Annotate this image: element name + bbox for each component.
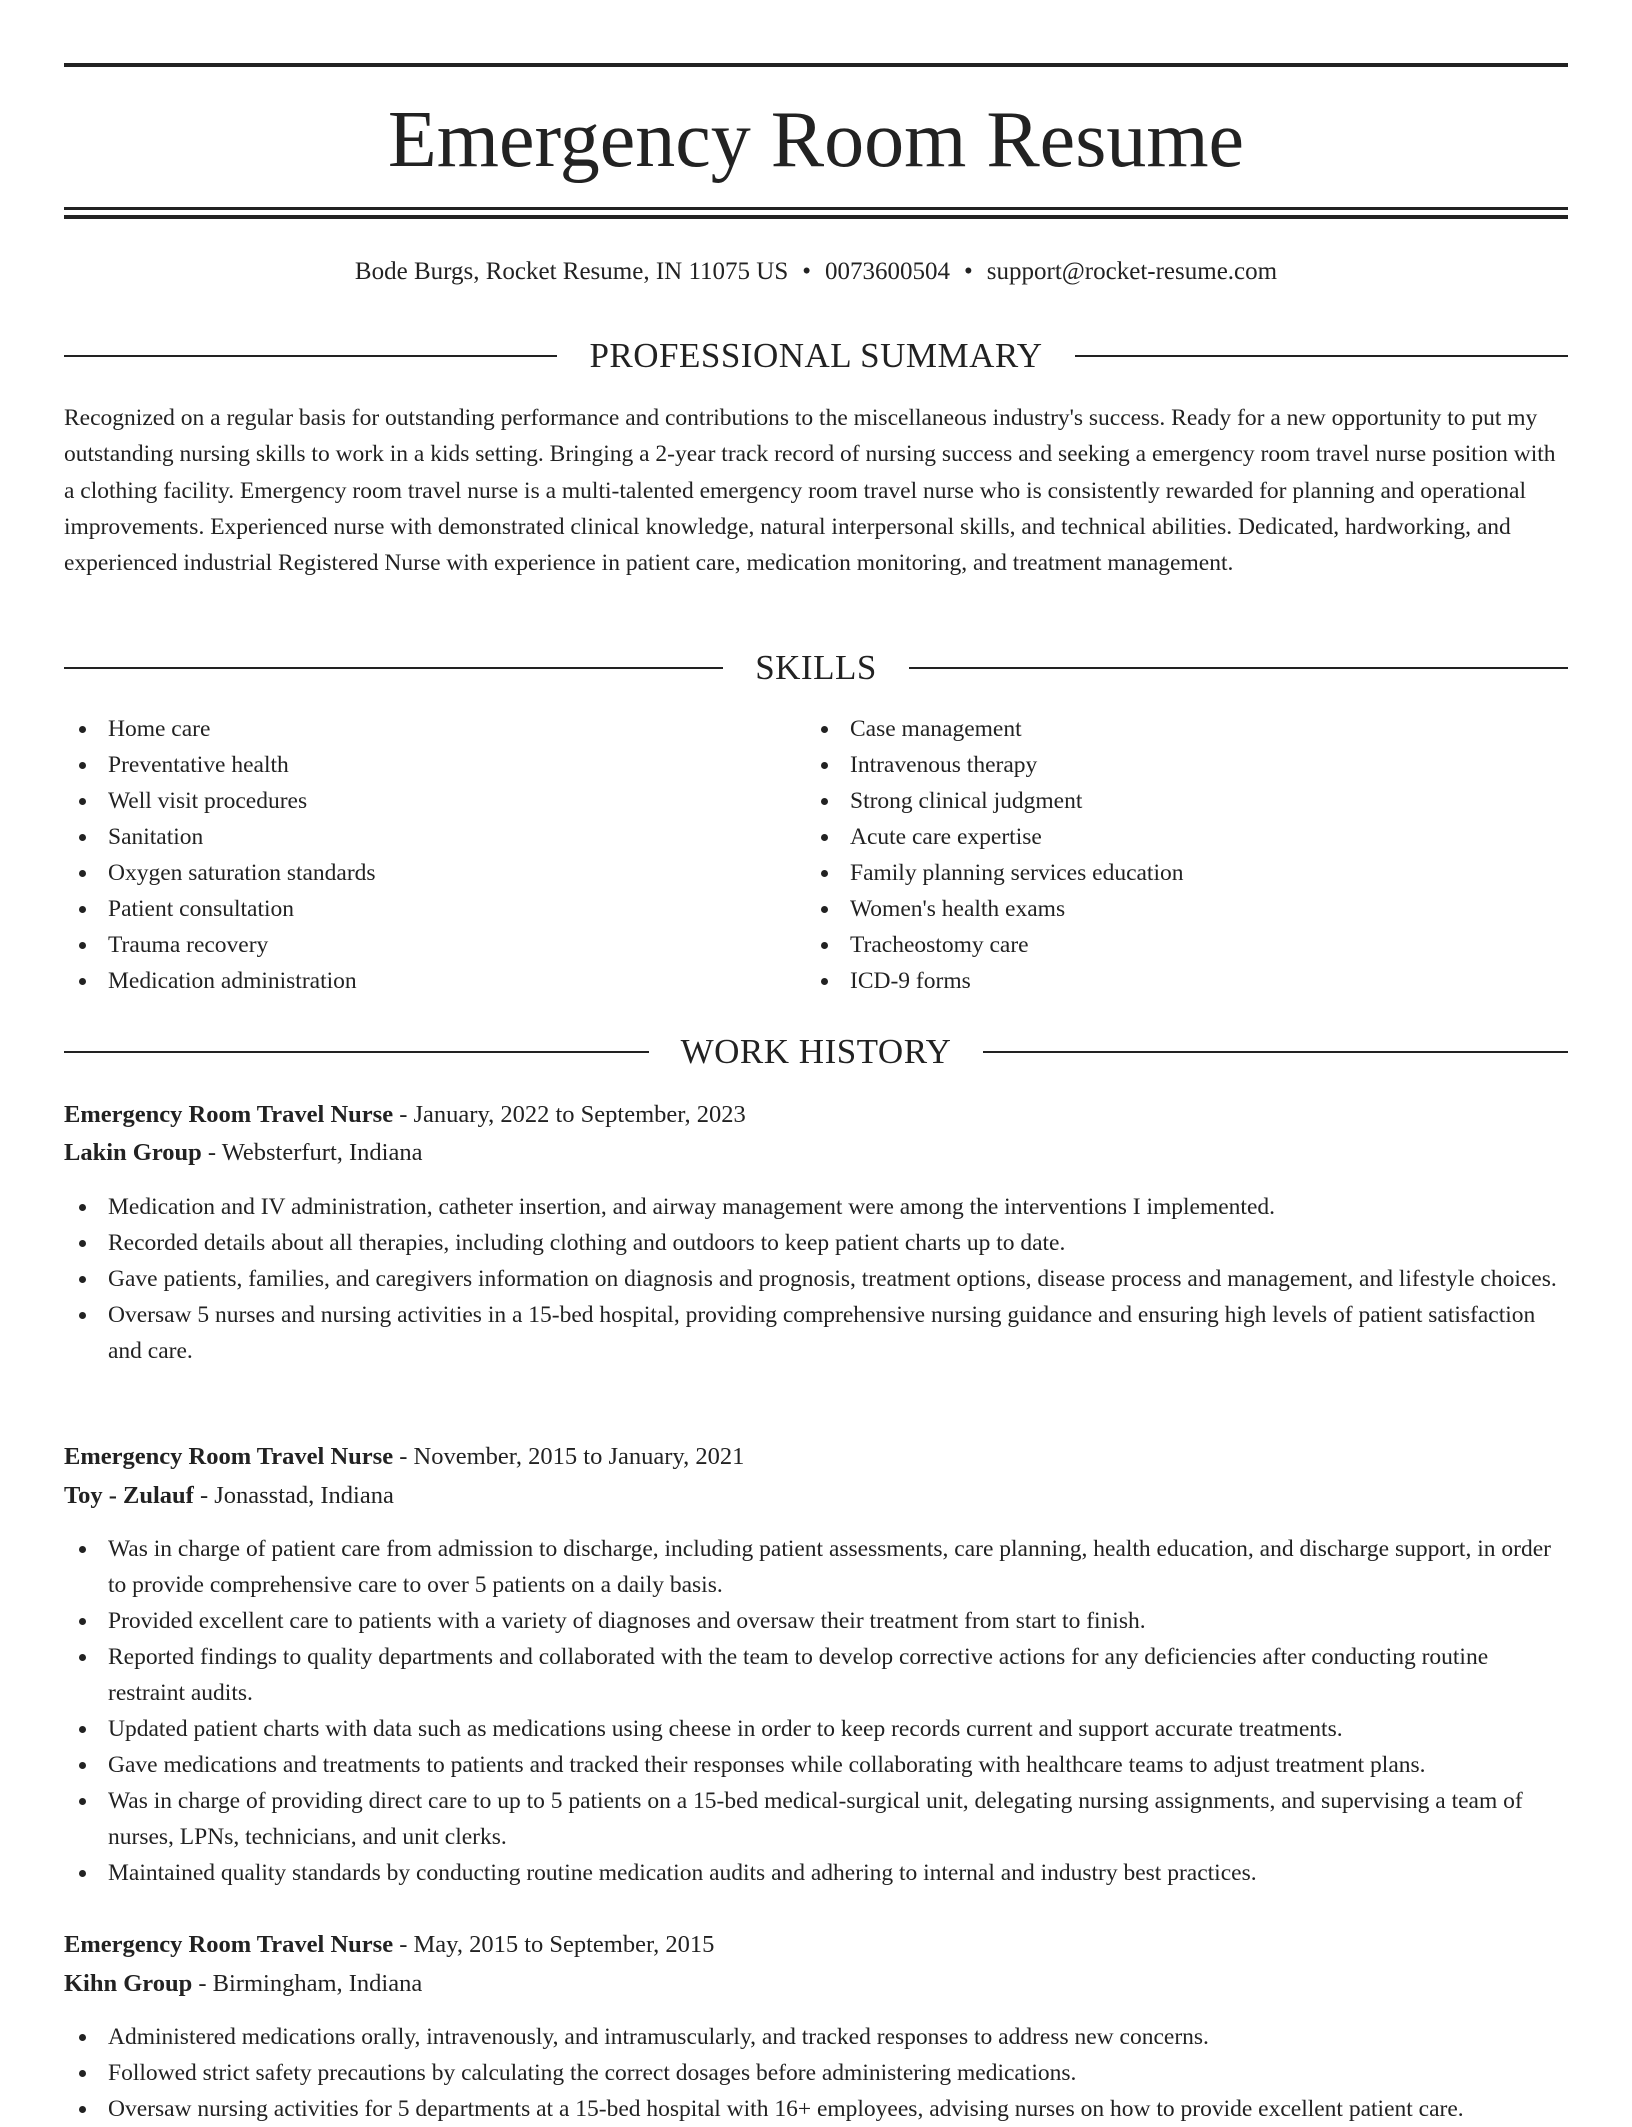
heading-rule-right <box>909 667 1568 669</box>
summary-heading-label: PROFESSIONAL SUMMARY <box>589 336 1043 375</box>
list-item: Tracheostomy care <box>806 927 1546 963</box>
job-company-line <box>64 1134 1568 1172</box>
job-company: Kihn Group <box>64 1970 193 1997</box>
list-item: Followed strict safety precautions by calculating the correct dosages before administering medications. <box>64 2055 1568 2091</box>
list-item: Sanitation <box>64 819 804 855</box>
job-company-line <box>64 1965 1568 2003</box>
list-item: Provided excellent care to patients with a variety of diagnoses and oversaw their treatment from start to finish. <box>64 1603 1568 1639</box>
list-item: Strong clinical judgment <box>806 783 1546 819</box>
list-item: Medication administration <box>64 963 804 999</box>
list-item: Gave medications and treatments to patients and tracked their responses while collaborating with healthcare teams to adjust treatment plans. <box>64 1747 1568 1783</box>
contact-separator: • <box>964 258 973 285</box>
contact-line <box>64 254 1568 290</box>
job-title-line <box>64 1926 1568 1964</box>
list-item: Oxygen saturation standards <box>64 855 804 891</box>
job-company: Toy - Zulauf <box>64 1482 194 1509</box>
job-bullets <box>64 1531 1568 1891</box>
resume-title: Emergency Room Resume <box>387 96 1245 184</box>
list-item: Gave patients, families, and caregivers information on diagnosis and prognosis, treatment options, disease process and management, and lifestyle choices. <box>64 1261 1568 1297</box>
job-company-line <box>64 1477 1568 1515</box>
list-item: Preventative health <box>64 747 804 783</box>
job-role: Emergency Room Travel Nurse <box>64 1101 394 1128</box>
summary-text: Recognized on a regular basis for outstanding performance and contributions to the miscellaneous industry's success. Ready for a new opportunity to put my outstanding nursing skills to work in a kids setting. Bringing a 2-year track record of nursing success and seeking a emergency room travel nurse position with a clothing facility. Emergency room travel nurse is a multi-talented emergency room travel nurse who is consistently rewarded for planning and operational improvements. Experienced nurse with demonstrated clinical knowledge, natural interpersonal skills, and technical abilities. Dedicated, hardworking, and experienced industrial Registered Nurse with experience in patient care, medication monitoring, and treatment management. <box>64 405 1556 577</box>
list-item: Case management <box>806 711 1546 747</box>
heading-rule-right <box>983 1051 1568 1053</box>
list-item: Was in charge of providing direct care to up to 5 patients on a 15-bed medical-surgical unit, delegating nursing assignments, and supervising a team of nurses, LPNs, technicians, and unit clerks. <box>64 1783 1568 1855</box>
list-item: Administered medications orally, intravenously, and intramuscularly, and tracked responses to address new concerns. <box>64 2019 1568 2055</box>
job-dates: - November, 2015 to January, 2021 <box>393 1443 745 1470</box>
job-dates: - May, 2015 to September, 2015 <box>393 1931 715 1958</box>
list-item: Was in charge of patient care from admission to discharge, including patient assessments, care planning, health education, and discharge support, in order to provide comprehensive care to over 5 patients on a daily basis. <box>64 1531 1568 1603</box>
title-rule-lower <box>64 215 1568 219</box>
list-item: Maintained quality standards by conducting routine medication audits and adhering to internal and industry best practices. <box>64 1855 1568 1891</box>
contact-email: support@rocket-resume.com <box>986 258 1278 285</box>
list-item: Patient consultation <box>64 891 804 927</box>
title-rule-upper <box>64 207 1568 210</box>
list-item: Oversaw 5 nurses and nursing activities in a 15-bed hospital, providing comprehensive nursing guidance and ensuring high levels of patient satisfaction and care. <box>64 1297 1568 1369</box>
job-bullets <box>64 2019 1568 2127</box>
list-item: ICD-9 forms <box>806 963 1546 999</box>
skills-heading-label: SKILLS <box>755 648 877 687</box>
job-title-line <box>64 1096 1568 1134</box>
work-heading-label: WORK HISTORY <box>680 1032 952 1071</box>
list-item: Acute care expertise <box>806 819 1546 855</box>
job-title-line <box>64 1438 1568 1476</box>
list-item: Family planning services education <box>806 855 1546 891</box>
skills-heading <box>64 646 1568 690</box>
heading-rule-left <box>64 1051 649 1053</box>
job-dates: - January, 2022 to September, 2023 <box>393 1101 746 1128</box>
top-rule <box>64 63 1568 67</box>
list-item: Intravenous therapy <box>806 747 1546 783</box>
list-item: Medication and IV administration, catheter insertion, and airway management were among the interventions I implemented. <box>64 1189 1568 1225</box>
contact-address: Bode Burgs, Rocket Resume, IN 11075 US <box>354 258 789 285</box>
heading-rule-left <box>64 667 723 669</box>
list-item: Recorded details about all therapies, including clothing and outdoors to keep patient charts up to date. <box>64 1225 1568 1261</box>
contact-phone: 0073600504 <box>825 258 951 285</box>
job-location: - Birmingham, Indiana <box>192 1970 423 1997</box>
list-item: Home care <box>64 711 804 747</box>
job-role: Emergency Room Travel Nurse <box>64 1931 394 1958</box>
list-item: Updated patient charts with data such as medications using cheese in order to keep records current and support accurate treatments. <box>64 1711 1568 1747</box>
job-company: Lakin Group <box>64 1139 202 1166</box>
job-bullets <box>64 1189 1568 1369</box>
summary-heading <box>64 334 1568 378</box>
job-location: - Websterfurt, Indiana <box>201 1139 423 1166</box>
heading-rule-left <box>64 355 557 357</box>
list-item: Reported findings to quality departments and collaborated with the team to develop corrective actions for any deficiencies after conducting routine restraint audits. <box>64 1639 1568 1711</box>
list-item: Women's health exams <box>806 891 1546 927</box>
skills-list-right <box>806 711 1546 999</box>
list-item: Trauma recovery <box>64 927 804 963</box>
skills-list-left <box>64 711 804 999</box>
heading-rule-right <box>1075 355 1568 357</box>
contact-separator: • <box>802 258 812 285</box>
work-heading <box>64 1030 1568 1074</box>
job-role: Emergency Room Travel Nurse <box>64 1443 394 1470</box>
job-location: - Jonasstad, Indiana <box>193 1482 394 1509</box>
list-item: Oversaw nursing activities for 5 departments at a 15-bed hospital with 16+ employees, advising nurses on how to provide excellent patient care. <box>64 2091 1568 2127</box>
list-item: Well visit procedures <box>64 783 804 819</box>
